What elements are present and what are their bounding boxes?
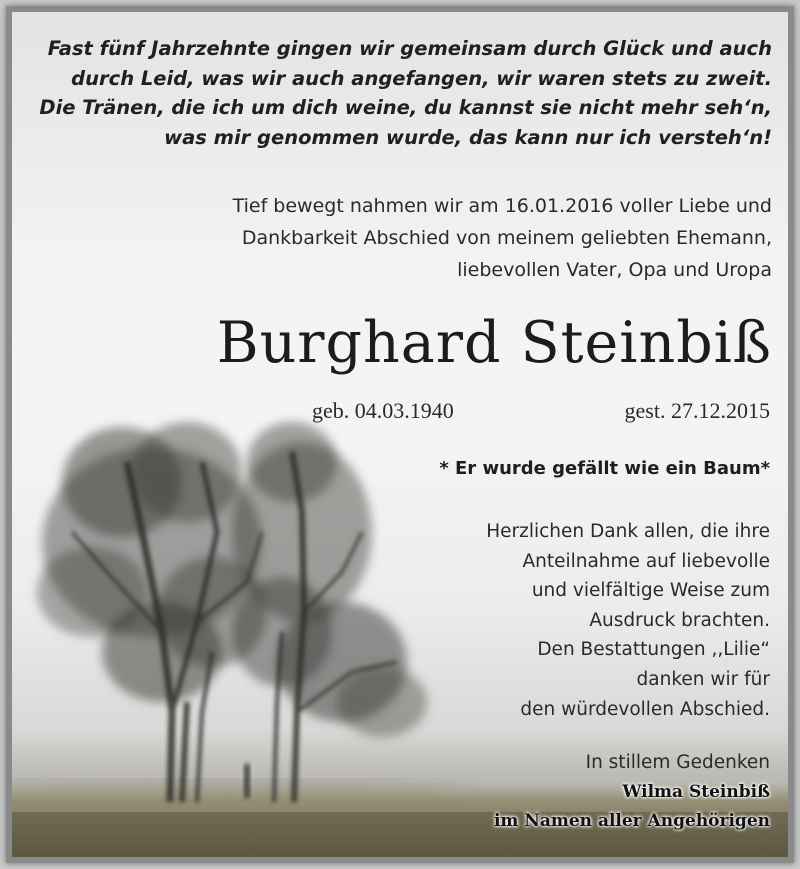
- tree-left-icon: [37, 422, 267, 802]
- announcement-line: liebevollen Vater, Opa und Uropa: [457, 259, 772, 281]
- announcement: [72, 190, 772, 286]
- motto: * Er wurde gefällt wie ein Baum*: [439, 458, 770, 479]
- thanks-text: [372, 517, 770, 724]
- thanks-line: Ausdruck brachten.: [589, 609, 770, 631]
- birth-date: geb. 04.03.1940: [312, 398, 454, 423]
- poem-line: Fast fünf Jahrzehnte gingen wir gemeinsam durch Glück und auch: [47, 37, 772, 60]
- poem-line: durch Leid, was wir auch angefangen, wir waren stets zu zweit.: [71, 66, 772, 90]
- deceased-name: Burghard Steinbiß: [216, 310, 772, 376]
- on-behalf-line: im Namen aller Angehörigen: [493, 811, 770, 832]
- thanks-line: Anteilnahme auf liebevolle: [522, 550, 770, 572]
- signer-name: Wilma Steinbiß: [622, 781, 770, 802]
- thanks-line: danken wir für: [636, 668, 770, 690]
- thanks-line: den würdevollen Abschied.: [520, 698, 770, 720]
- signature-block: [372, 748, 770, 837]
- thanks-line: Den Bestattungen ,,Lilie“: [537, 639, 770, 661]
- death-date: gest. 27.12.2015: [624, 398, 770, 423]
- poem-line: was mir genommen wurde, das kann nur ich versteh‘n!: [164, 125, 772, 149]
- poem: [32, 34, 772, 152]
- announcement-line: Dankbarkeit Abschied von meinem geliebten Ehemann,: [241, 227, 772, 249]
- obituary-card: [12, 12, 788, 857]
- closing-phrase: In stillem Gedenken: [585, 752, 770, 773]
- poem-line: Die Tränen, die ich um dich weine, du kannst sie nicht mehr seh‘n,: [39, 96, 772, 119]
- thanks-line: Herzlichen Dank allen, die ihre: [486, 521, 770, 542]
- thanks-line: und vielfältige Weise zum: [531, 580, 770, 602]
- announcement-line: Tief bewegt nahmen wir am 16.01.2016 voller Liebe und: [232, 195, 772, 217]
